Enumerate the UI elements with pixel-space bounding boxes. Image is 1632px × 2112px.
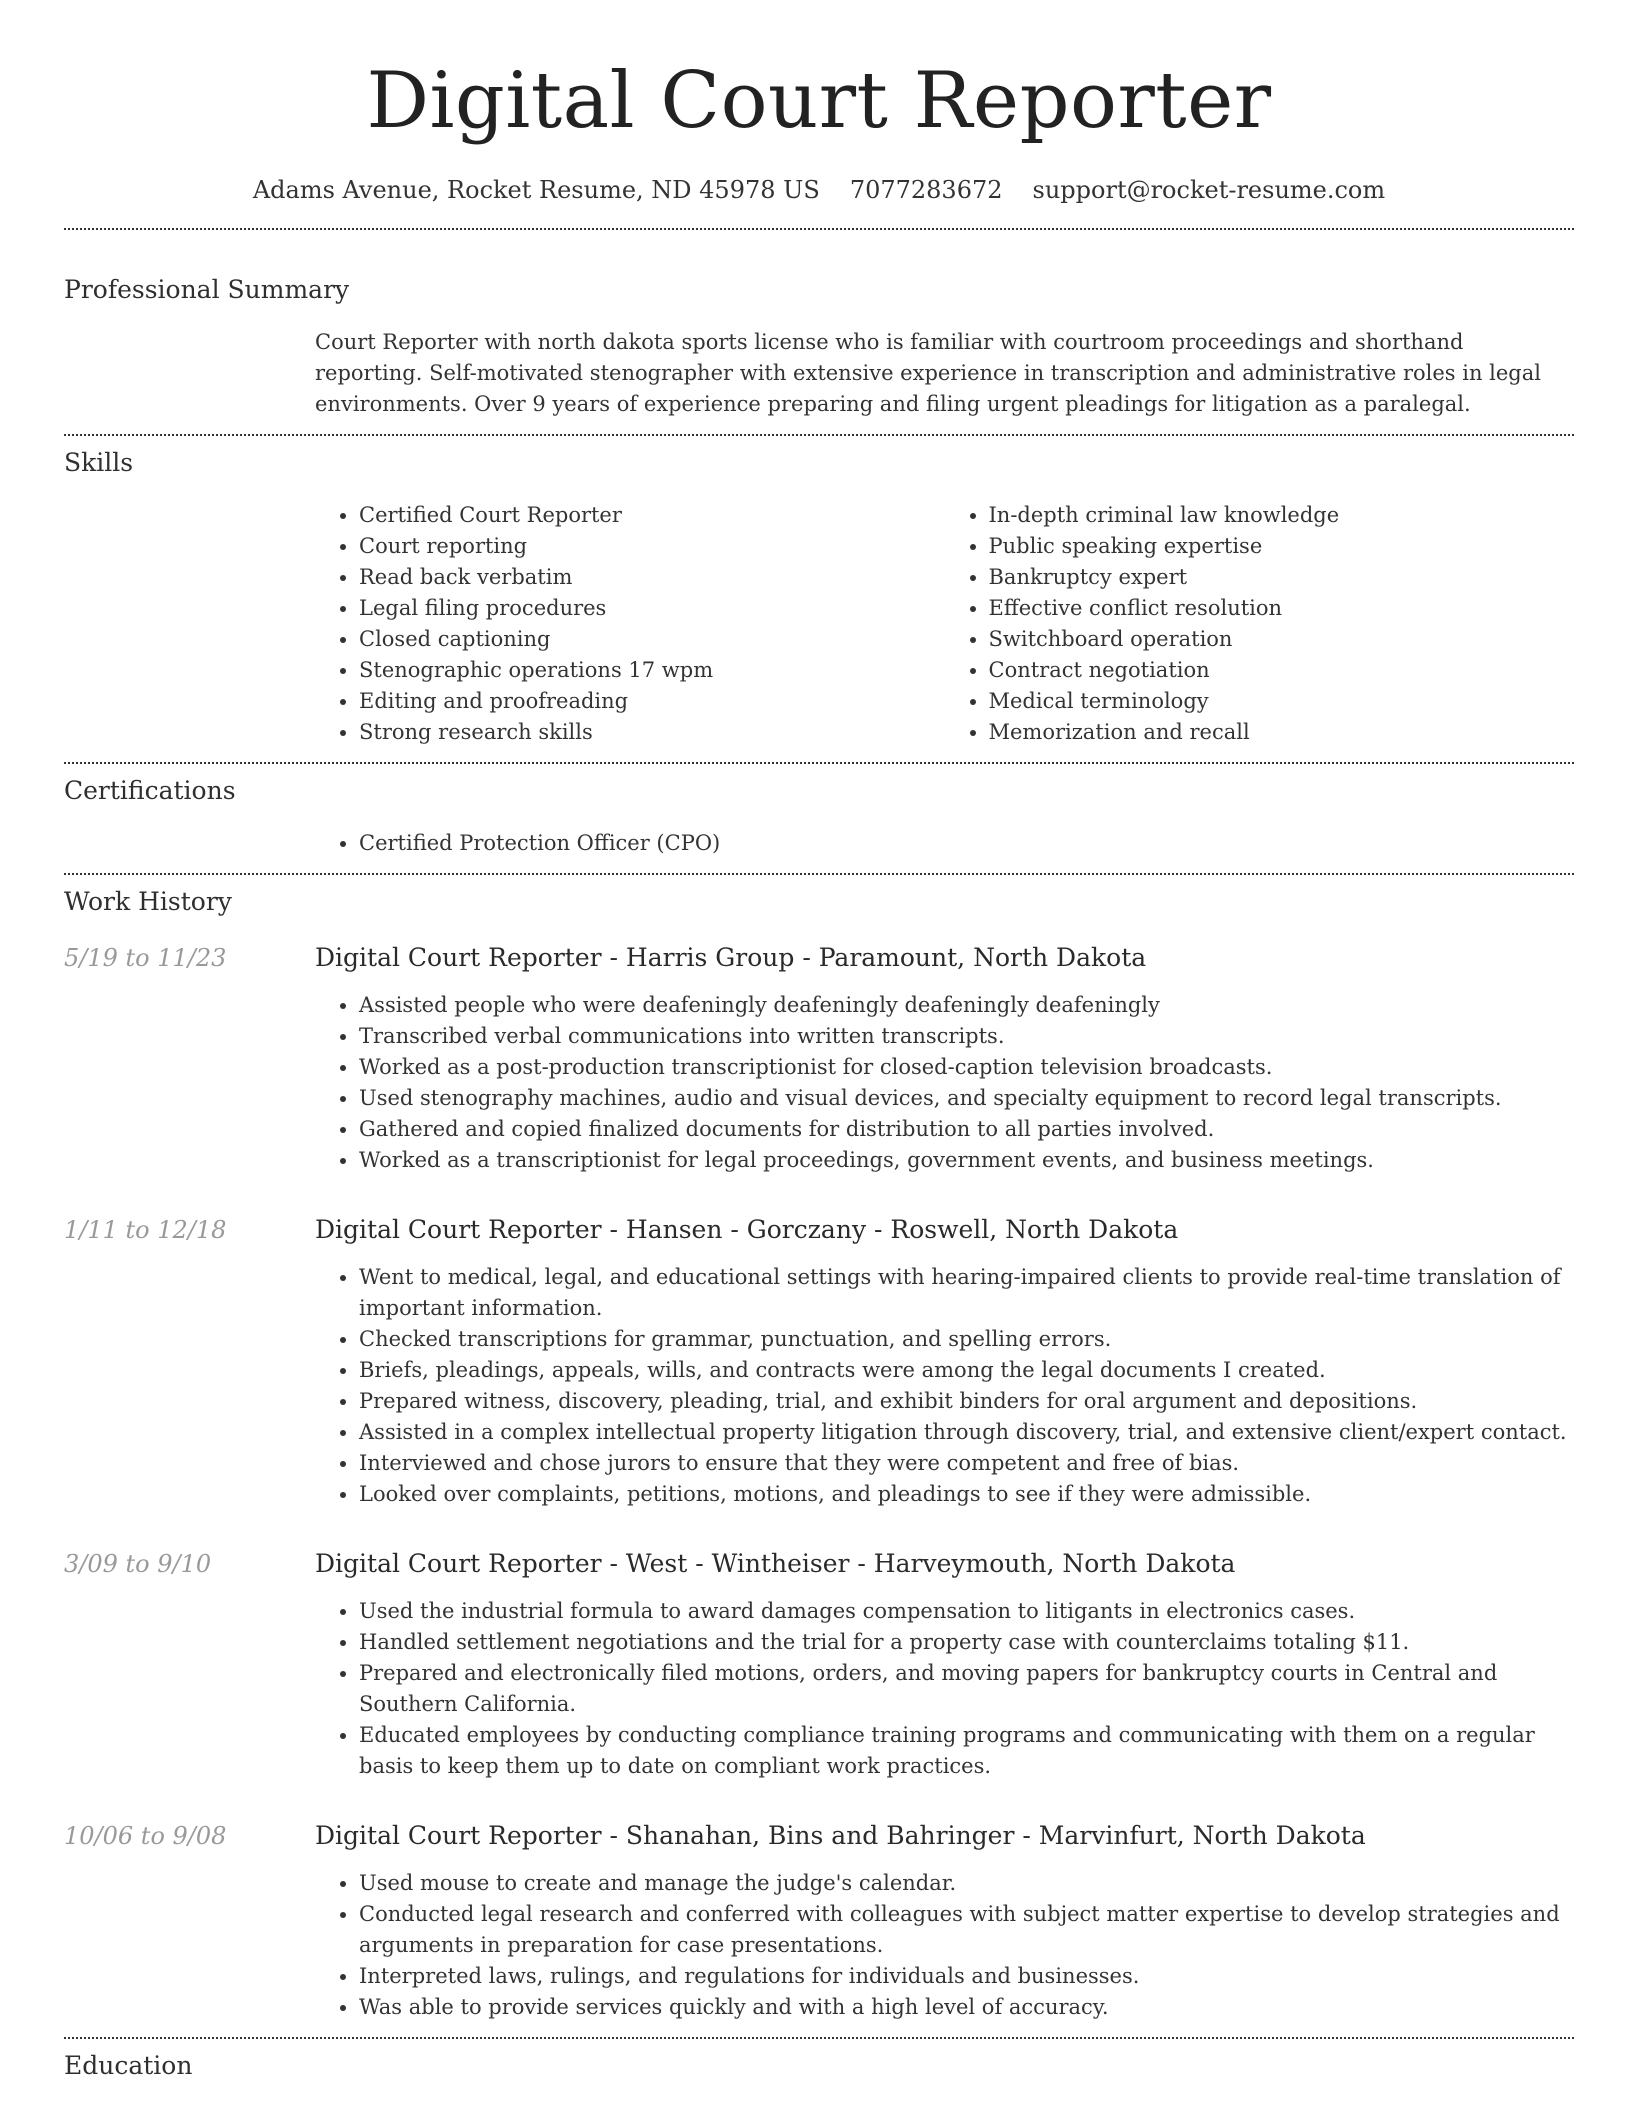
list-item: • Used stenography machines, audio and visual devices, and specialty equipment to record legal transcripts.: [359, 1083, 1574, 1114]
list-item: • Worked as a post-production transcriptionist for closed-caption television broadcasts.: [359, 1052, 1574, 1083]
resume-page: [64, 0, 1574, 2083]
list-item: • Closed captioning: [359, 624, 945, 655]
list-item: • Conducted legal research and conferred with colleagues with subject matter expertise to develop strategies and arguments in preparation for case presentations.: [359, 1899, 1574, 1961]
list-item: • Assisted people who were deafeningly deafeningly deafeningly deafeningly: [359, 990, 1574, 1021]
contact-address: Adams Avenue, Rocket Resume, ND 45978 US: [252, 176, 820, 204]
list-item: • Looked over complaints, petitions, motions, and pleadings to see if they were admissible.: [359, 1479, 1574, 1510]
list-item: • Switchboard operation: [989, 624, 1575, 655]
list-item: • Interpreted laws, rulings, and regulations for individuals and businesses.: [359, 1961, 1574, 1992]
job-date: 10/06 to 9/08: [64, 1822, 227, 1850]
list-item: • Stenographic operations 17 wpm: [359, 655, 945, 686]
list-item: • Certified Protection Officer (CPO): [359, 828, 1574, 859]
job-title: Digital Court Reporter - Hansen - Gorczany - Roswell, North Dakota: [315, 1215, 1179, 1244]
list-item: • Checked transcriptions for grammar, punctuation, and spelling errors.: [359, 1324, 1574, 1355]
job-entry: [64, 1547, 1574, 1782]
list-item: • Gathered and copied finalized documents for distribution to all parties involved.: [359, 1114, 1574, 1145]
list-item: • Medical terminology: [989, 686, 1575, 717]
job-date: 1/11 to 12/18: [64, 1216, 227, 1244]
job-date: 3/09 to 9/10: [64, 1550, 212, 1578]
work-history-section: [64, 875, 1574, 2023]
list-item: • Transcribed verbal communications into written transcripts.: [359, 1021, 1574, 1052]
summary-section: [64, 230, 1574, 420]
summary-title: Professional Summary: [64, 275, 350, 304]
certifications-list: [315, 828, 1574, 859]
job-body: [315, 1596, 1574, 1782]
education-title: Education: [64, 2051, 193, 2080]
job-bullets: [315, 990, 1574, 1176]
list-item: • Contract negotiation: [989, 655, 1575, 686]
job-body: [315, 1262, 1574, 1510]
job-bullets: [315, 1596, 1574, 1782]
certifications-title: Certifications: [64, 776, 236, 805]
job-title: Digital Court Reporter - Shanahan, Bins and Bahringer - Marvinfurt, North Dakota: [315, 1821, 1366, 1850]
list-item: • Strong research skills: [359, 717, 945, 748]
job-title: Digital Court Reporter - West - Wintheiser - Harveymouth, North Dakota: [315, 1549, 1236, 1578]
list-item: • Worked as a transcriptionist for legal proceedings, government events, and business meetings.: [359, 1145, 1574, 1176]
list-item: • Was able to provide services quickly and with a high level of accuracy.: [359, 1992, 1574, 2023]
job-body: [315, 990, 1574, 1176]
job-date: 5/19 to 11/23: [64, 944, 227, 972]
candidate-name: Digital Court Reporter: [366, 56, 1272, 146]
list-item: • Used mouse to create and manage the judge's calendar.: [359, 1868, 1574, 1899]
education-section: [64, 2039, 1574, 2083]
list-item: • In-depth criminal law knowledge: [989, 500, 1575, 531]
list-item: • Editing and proofreading: [359, 686, 945, 717]
contact-line: [64, 172, 1574, 208]
list-item: • Prepared witness, discovery, pleading, trial, and exhibit binders for oral argument and depositions.: [359, 1386, 1574, 1417]
list-item: • Briefs, pleadings, appeals, wills, and contracts were among the legal documents I created.: [359, 1355, 1574, 1386]
list-item: • Handled settlement negotiations and the trial for a property case with counterclaims totaling $11.: [359, 1627, 1574, 1658]
job-title: Digital Court Reporter - Harris Group - Paramount, North Dakota: [315, 943, 1147, 972]
list-item: • Memorization and recall: [989, 717, 1575, 748]
job-body: [315, 1868, 1574, 2023]
job-entry: [64, 941, 1574, 1176]
skills-list-right: [945, 500, 1575, 748]
job-bullets: [315, 1262, 1574, 1510]
skills-grid: [315, 500, 1574, 748]
job-bullets: [315, 1868, 1574, 2023]
list-item: • Went to medical, legal, and educational settings with hearing-impaired clients to provide real-time translation of important information.: [359, 1262, 1574, 1324]
certifications-body: [315, 828, 1574, 859]
list-item: • Court reporting: [359, 531, 945, 562]
list-item: • Effective conflict resolution: [989, 593, 1575, 624]
list-item: • Legal filing procedures: [359, 593, 945, 624]
list-item: • Prepared and electronically filed motions, orders, and moving papers for bankruptcy courts in Central and Southern California.: [359, 1658, 1574, 1720]
contact-email: support@rocket-resume.com: [1032, 176, 1386, 204]
list-item: • Read back verbatim: [359, 562, 945, 593]
skills-title: Skills: [64, 448, 134, 477]
contact-phone: 7077283672: [849, 176, 1003, 204]
work-history-title: Work History: [64, 887, 232, 916]
summary-text: Court Reporter with north dakota sports license who is familiar with courtroom proceedings and shorthand reporting. Self-motivated stenographer with extensive experience in transcription and administrative roles in legal environments. Over 9 years of experience preparing and filing urgent pleadings for litigation as a paralegal.: [315, 330, 1541, 416]
list-item: • Interviewed and chose jurors to ensure that they were competent and free of bias.: [359, 1448, 1574, 1479]
list-item: • Bankruptcy expert: [989, 562, 1575, 593]
list-item: • Educated employees by conducting compliance training programs and communicating with them on a regular basis to keep them up to date on compliant work practices.: [359, 1720, 1574, 1782]
skills-section: [64, 436, 1574, 748]
list-item: • Public speaking expertise: [989, 531, 1575, 562]
list-item: • Used the industrial formula to award damages compensation to litigants in electronics cases.: [359, 1596, 1574, 1627]
job-entry: [64, 1819, 1574, 2023]
job-entry: [64, 1213, 1574, 1510]
list-item: • Assisted in a complex intellectual property litigation through discovery, trial, and extensive client/expert contact.: [359, 1417, 1574, 1448]
list-item: • Certified Court Reporter: [359, 500, 945, 531]
certifications-section: [64, 764, 1574, 859]
skills-list-left: [315, 500, 945, 748]
